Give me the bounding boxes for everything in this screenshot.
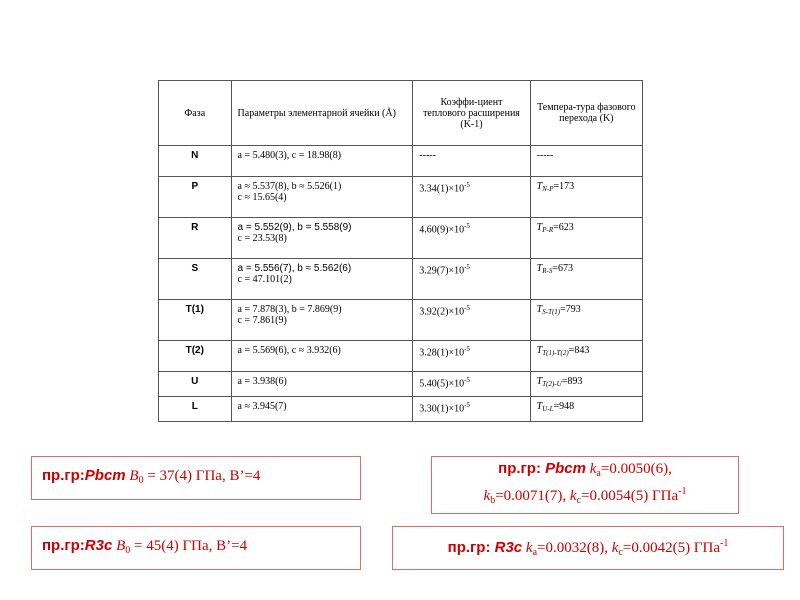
coef-cell: ----- xyxy=(413,146,530,177)
param-line: a = 5.556(7), b ≈ 5.562(6) xyxy=(237,263,352,274)
param-line: a = 7.878(3), b = 7.869(9) xyxy=(237,304,342,315)
coef-cell xyxy=(413,300,530,341)
coef-mantissa: 4.60(9)×10 xyxy=(419,224,465,236)
box-line xyxy=(432,460,738,483)
header-coef: Коэффи-циент теплового расширения (K-1) xyxy=(413,81,530,146)
space-group: R3c xyxy=(84,536,113,554)
param-line: a = 3.938(6) xyxy=(237,376,287,387)
coef-cell xyxy=(413,341,530,372)
params-cell xyxy=(231,341,413,372)
kc-value: =0.0042(5) ГПа xyxy=(622,539,720,556)
b0-symbol: B xyxy=(116,537,126,554)
header-temp: Темпера-тура фазового перехода (K) xyxy=(530,81,642,146)
compressibility-box-pbcm xyxy=(431,456,739,514)
k-symbol: k xyxy=(569,488,577,504)
header-phase: Фаза xyxy=(159,81,232,146)
temp-value: =843 xyxy=(568,345,590,356)
params-cell xyxy=(231,300,413,341)
coef-cell xyxy=(413,397,530,422)
coef-mantissa: 3.34(1)×10 xyxy=(419,183,465,195)
coef-cell xyxy=(413,177,530,218)
param-line: c = 23.53(8) xyxy=(237,233,287,244)
temp-subscript: N-P xyxy=(542,185,554,193)
temp-subscript: P-R xyxy=(542,226,554,234)
table-header-row xyxy=(159,81,643,146)
b0-subscript: 0 xyxy=(125,544,131,556)
param-line: c ≈ 15.65(4) xyxy=(237,192,287,203)
temp-cell xyxy=(530,341,642,372)
temp-subscript: U-L xyxy=(542,405,554,413)
temp-value: =673 xyxy=(552,263,573,274)
space-group-prefix: пр.гр: xyxy=(42,536,85,554)
ka-subscript: a xyxy=(596,468,601,479)
temp-symbol: T xyxy=(536,304,543,315)
params-cell xyxy=(231,146,413,177)
temp-symbol: T xyxy=(536,263,543,274)
coef-mantissa: 5.40(5)×10 xyxy=(419,378,465,390)
k-symbol: k xyxy=(483,488,491,504)
ka-subscript: a xyxy=(532,546,538,558)
params-cell xyxy=(231,218,413,259)
ka-value: =0.0032(8), xyxy=(537,539,612,556)
table-row xyxy=(159,259,643,300)
temp-subscript: T(1)-T(2) xyxy=(542,349,569,357)
coef-exponent: -5 xyxy=(464,304,470,312)
temp-symbol: T xyxy=(536,345,543,356)
temp-subscript: R-S xyxy=(542,267,553,275)
unit-exponent: -1 xyxy=(719,537,729,549)
temp-symbol: T xyxy=(536,376,543,387)
param-line: a = 5.552(9), b = 5.558(9) xyxy=(237,222,352,233)
space-group-prefix: пр.гр: xyxy=(42,466,85,484)
table-row xyxy=(159,372,643,397)
temp-value: =793 xyxy=(560,304,581,315)
coef-mantissa: 3.29(7)×10 xyxy=(419,265,465,277)
temp-cell xyxy=(530,177,642,218)
coef-cell xyxy=(413,218,530,259)
temp-cell xyxy=(530,300,642,341)
param-line: a = 5.569(6), c ≈ 3.932(6) xyxy=(237,345,341,356)
kc-subscript: c xyxy=(576,495,582,506)
temp-symbol: T xyxy=(536,181,543,192)
table-row xyxy=(159,146,643,177)
params-cell xyxy=(231,372,413,397)
param-line: c = 47.101(2) xyxy=(237,274,292,285)
temp-value: =948 xyxy=(553,401,575,412)
k-symbol: k xyxy=(611,539,619,556)
temp-cell xyxy=(530,372,642,397)
temp-value: =623 xyxy=(553,222,574,233)
b0-subscript: 0 xyxy=(138,474,144,486)
kc-subscript: c xyxy=(618,546,623,558)
space-group-prefix: пр.гр: xyxy=(498,460,546,477)
table-row xyxy=(159,397,643,422)
space-group: R3c xyxy=(494,538,523,556)
phase-cell: P xyxy=(159,177,232,218)
temp-symbol: T xyxy=(536,401,543,412)
temp-symbol: T xyxy=(536,222,543,233)
phase-cell: U xyxy=(159,372,232,397)
k-symbol: k xyxy=(525,539,533,556)
space-group: Pbcm xyxy=(84,466,126,484)
temp-cell xyxy=(530,397,642,422)
params-cell xyxy=(231,397,413,422)
k-symbol: k xyxy=(589,461,597,477)
temp-cell: ----- xyxy=(530,146,642,177)
kc-value: =0.0054(5) ГПа xyxy=(581,488,679,504)
kb-subscript: b xyxy=(490,495,496,506)
param-line: a = 5.480(3), c = 18.98(8) xyxy=(237,150,342,161)
temp-subscript: T(2)-U xyxy=(542,380,562,388)
coef-cell xyxy=(413,372,530,397)
compressibility-box-r3c xyxy=(392,526,784,570)
phase-cell: T(1) xyxy=(159,300,232,341)
table-row xyxy=(159,177,643,218)
table-row xyxy=(159,341,643,372)
b0-value: = 37(4) ГПа, B’=4 xyxy=(143,467,261,484)
ka-value: =0.0050(6), xyxy=(600,461,672,477)
temp-value: =893 xyxy=(561,376,583,387)
coef-exponent: -5 xyxy=(464,222,470,230)
param-line: a ≈ 5.537(8), b ≈ 5.526(1) xyxy=(237,181,342,192)
temp-cell xyxy=(530,259,642,300)
bulk-modulus-box-pbcm xyxy=(31,456,361,500)
params-cell xyxy=(231,177,413,218)
bulk-modulus-box-r3c xyxy=(31,526,361,570)
coef-mantissa: 3.28(1)×10 xyxy=(419,347,465,359)
b0-symbol: B xyxy=(129,467,139,484)
temp-cell xyxy=(530,218,642,259)
coef-exponent: -5 xyxy=(464,181,470,189)
phase-table xyxy=(158,80,643,422)
phase-cell: R xyxy=(159,218,232,259)
box-line xyxy=(432,483,738,510)
coef-exponent: -5 xyxy=(464,345,470,353)
coef-mantissa: 3.92(2)×10 xyxy=(419,306,465,318)
b0-value: = 45(4) ГПа, B’=4 xyxy=(130,537,248,554)
phase-cell: N xyxy=(159,146,232,177)
phase-cell: L xyxy=(159,397,232,422)
coef-exponent: -5 xyxy=(464,376,470,384)
header-cell-params: Параметры элементарной ячейки (Å) xyxy=(231,81,413,146)
space-group-prefix: пр.гр: xyxy=(447,538,495,556)
unit-exponent: -1 xyxy=(678,486,687,497)
phase-cell: T(2) xyxy=(159,341,232,372)
kb-value: =0.0071(7), xyxy=(495,488,570,504)
param-line: c = 7.861(9) xyxy=(237,315,287,326)
table-row xyxy=(159,300,643,341)
space-group: Pbcm xyxy=(545,460,586,477)
phase-cell: S xyxy=(159,259,232,300)
temp-subscript: S-T(1) xyxy=(542,308,561,316)
coef-exponent: -5 xyxy=(464,401,470,409)
temp-value: =173 xyxy=(553,181,575,192)
coef-mantissa: 3.30(1)×10 xyxy=(419,403,465,415)
params-cell xyxy=(231,259,413,300)
coef-cell xyxy=(413,259,530,300)
coef-exponent: -5 xyxy=(464,263,470,271)
table-row xyxy=(159,218,643,259)
param-line: a ≈ 3.945(7) xyxy=(237,401,287,412)
